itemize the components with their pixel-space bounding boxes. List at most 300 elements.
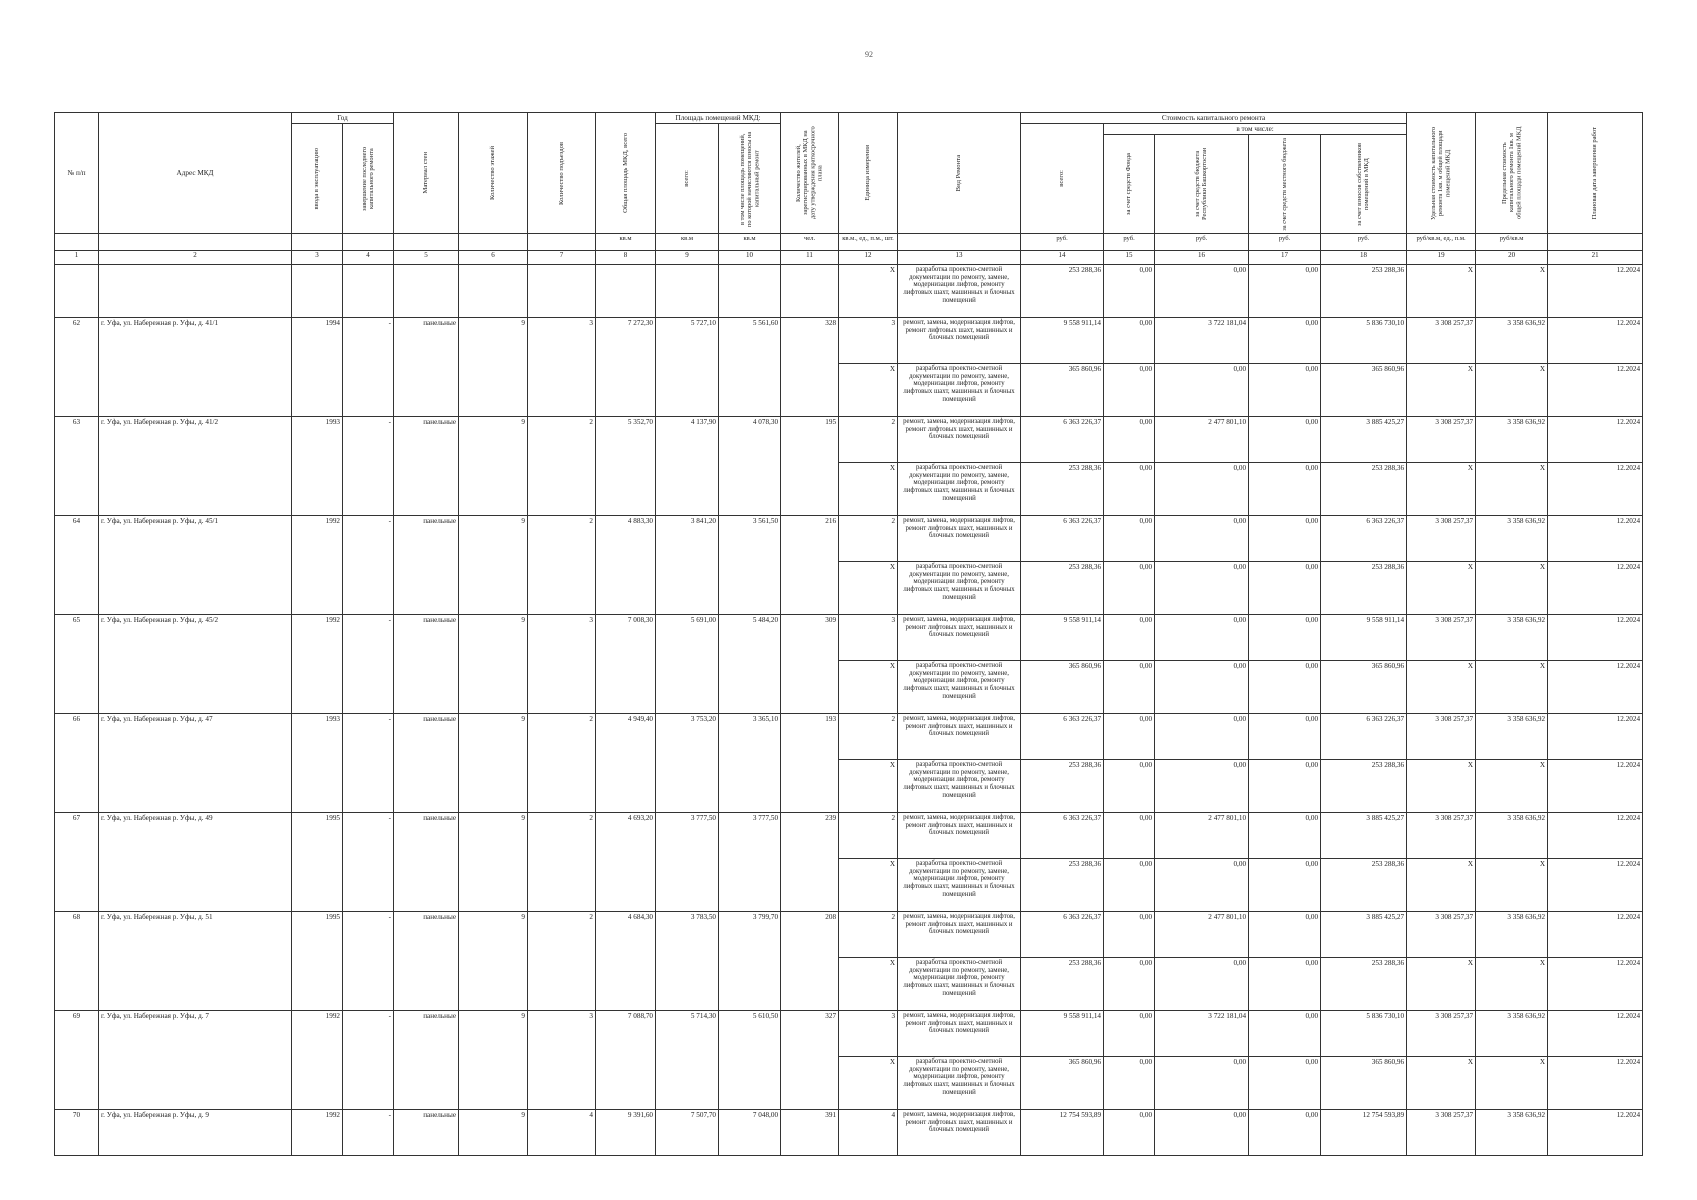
cost-republic: 3 722 181,04 (1155, 1011, 1249, 1057)
unit-value: X (839, 1057, 898, 1110)
entrances: 3 (528, 1011, 596, 1110)
floors: 9 (459, 318, 528, 417)
cost-fund: 0,00 (1104, 958, 1155, 1011)
repair-kind: ремонт, замена, модернизация лифтов, ремонт лифтовых шахт, машинных и блочных помещений (898, 318, 1021, 364)
cost-total: 253 288,36 (1021, 562, 1104, 615)
cost-owners: 3 885 425,27 (1321, 417, 1407, 463)
residents: 391 (781, 1110, 839, 1156)
plan-date: 12.2024 (1548, 714, 1643, 760)
entrances: 2 (528, 813, 596, 912)
cost-owners: 3 885 425,27 (1321, 912, 1407, 958)
column-number: 20 (1476, 251, 1548, 265)
unit-cell: руб. (1321, 234, 1407, 251)
repair-kind: разработка проектно-сметной документации по ремонту, замене, модернизации лифтов, ремонту лифтовых шахт, машинных и блочных помещений (898, 1057, 1021, 1110)
header-year-group: Год (292, 113, 394, 124)
entrances: 3 (528, 318, 596, 417)
cost-total: 6 363 226,37 (1021, 516, 1104, 562)
wall-material: панельные (394, 318, 459, 417)
cost-owners: 253 288,36 (1321, 760, 1407, 813)
cost-owners: 6 363 226,37 (1321, 714, 1407, 760)
max-cost: 3 358 636,92 (1476, 912, 1548, 958)
plan-date: 12.2024 (1548, 661, 1643, 714)
column-number: 1 (55, 251, 99, 265)
unit-cost: 3 308 257,37 (1407, 912, 1476, 958)
table-row (55, 912, 1643, 958)
header-total-area: Общая площадь МКД, всего (596, 113, 656, 234)
cost-republic: 0,00 (1155, 516, 1249, 562)
floors: 9 (459, 516, 528, 615)
unit-cell: руб. (1104, 234, 1155, 251)
column-number: 10 (719, 251, 781, 265)
year-commission: 1994 (292, 318, 343, 417)
unit-value: 4 (839, 1110, 898, 1156)
wall-material: панельные (394, 714, 459, 813)
header-year-last-repair: завершение последнего капитального ремонта (343, 124, 394, 234)
residents: 195 (781, 417, 839, 516)
plan-date: 12.2024 (1548, 364, 1643, 417)
year-last-repair: - (343, 1110, 394, 1156)
year-commission: 1992 (292, 1110, 343, 1156)
unit-cost: 3 308 257,37 (1407, 516, 1476, 562)
cost-fund: 0,00 (1104, 615, 1155, 661)
cost-republic: 0,00 (1155, 661, 1249, 714)
header-incl: в том числе: (1104, 124, 1407, 135)
cost-fund: 0,00 (1104, 1057, 1155, 1110)
column-number: 13 (898, 251, 1021, 265)
cost-local: 0,00 (1249, 417, 1321, 463)
plan-date: 12.2024 (1548, 1011, 1643, 1057)
cost-fund: 0,00 (1104, 714, 1155, 760)
building-address: г. Уфа, ул. Набережная р. Уфы, д. 47 (99, 714, 292, 813)
unit-value: X (839, 760, 898, 813)
repair-kind: ремонт, замена, модернизация лифтов, ремонт лифтовых шахт, машинных и блочных помещений (898, 1110, 1021, 1156)
wall-material: панельные (394, 813, 459, 912)
year-last-repair: - (343, 318, 394, 417)
cost-local: 0,00 (1249, 265, 1321, 318)
cost-local: 0,00 (1249, 516, 1321, 562)
premises-owned: 3 799,70 (719, 912, 781, 1011)
cost-fund: 0,00 (1104, 318, 1155, 364)
unit-cost: 3 308 257,37 (1407, 813, 1476, 859)
building-address: г. Уфа, ул. Набережная р. Уфы, д. 51 (99, 912, 292, 1011)
year-commission: 1992 (292, 516, 343, 615)
cost-owners: 12 754 593,89 (1321, 1110, 1407, 1156)
header-cost-total: всего: (1021, 124, 1104, 234)
building-num: 65 (55, 615, 99, 714)
unit-cost: X (1407, 661, 1476, 714)
cost-total: 253 288,36 (1021, 859, 1104, 912)
max-cost: X (1476, 661, 1548, 714)
repair-kind: ремонт, замена, модернизация лифтов, ремонт лифтовых шахт, машинных и блочных помещений (898, 516, 1021, 562)
table-row (55, 318, 1643, 364)
total-area: 9 391,60 (596, 1110, 656, 1156)
cost-republic: 0,00 (1155, 364, 1249, 417)
premises-total: 3 777,50 (656, 813, 719, 912)
max-cost: 3 358 636,92 (1476, 417, 1548, 463)
repair-kind: разработка проектно-сметной документации по ремонту, замене, модернизации лифтов, ремонту лифтовых шахт, машинных и блочных помещений (898, 562, 1021, 615)
cost-total: 9 558 911,14 (1021, 1011, 1104, 1057)
unit-cost: X (1407, 463, 1476, 516)
cost-owners: 9 558 911,14 (1321, 615, 1407, 661)
max-cost: 3 358 636,92 (1476, 813, 1548, 859)
entrances: 2 (528, 912, 596, 1011)
cost-republic: 0,00 (1155, 463, 1249, 516)
unit-cell: кв.м (719, 234, 781, 251)
max-cost: 3 358 636,92 (1476, 516, 1548, 562)
table-row (55, 1011, 1643, 1057)
total-area: 4 684,30 (596, 912, 656, 1011)
column-number: 15 (1104, 251, 1155, 265)
cost-fund: 0,00 (1104, 661, 1155, 714)
premises-owned: 3 777,50 (719, 813, 781, 912)
unit-cell: руб. (1021, 234, 1104, 251)
cost-fund: 0,00 (1104, 859, 1155, 912)
plan-date: 12.2024 (1548, 813, 1643, 859)
unit-cost: X (1407, 364, 1476, 417)
premises-owned: 5 484,20 (719, 615, 781, 714)
cost-fund: 0,00 (1104, 463, 1155, 516)
max-cost: 3 358 636,92 (1476, 1110, 1548, 1156)
repair-kind: ремонт, замена, модернизация лифтов, ремонт лифтовых шахт, машинных и блочных помещений (898, 615, 1021, 661)
cost-total: 6 363 226,37 (1021, 714, 1104, 760)
total-area: 4 693,20 (596, 813, 656, 912)
cost-republic: 0,00 (1155, 714, 1249, 760)
unit-value: 3 (839, 615, 898, 661)
plan-date: 12.2024 (1548, 463, 1643, 516)
column-number: 19 (1407, 251, 1476, 265)
floors: 9 (459, 1110, 528, 1156)
cost-republic: 2 477 801,10 (1155, 912, 1249, 958)
cost-local: 0,00 (1249, 859, 1321, 912)
repair-plan-table (54, 112, 1643, 1156)
plan-date: 12.2024 (1548, 562, 1643, 615)
plan-date: 12.2024 (1548, 859, 1643, 912)
wall-material: панельные (394, 417, 459, 516)
wall-material: панельные (394, 912, 459, 1011)
column-number: 12 (839, 251, 898, 265)
premises-owned: 3 365,10 (719, 714, 781, 813)
cost-local: 0,00 (1249, 562, 1321, 615)
unit-cost: 3 308 257,37 (1407, 1110, 1476, 1156)
total-area: 4 883,30 (596, 516, 656, 615)
cost-fund: 0,00 (1104, 364, 1155, 417)
header-plan-date: Плановая дата завершения работ (1548, 113, 1643, 234)
header-num: № п/п (55, 113, 99, 234)
entrances: 2 (528, 417, 596, 516)
year-commission: 1995 (292, 813, 343, 912)
floors: 9 (459, 912, 528, 1011)
max-cost: X (1476, 859, 1548, 912)
cost-owners: 5 836 730,10 (1321, 318, 1407, 364)
header-repair-kind: Вид Ремонта (898, 113, 1021, 234)
header-floors: Количество этажей (459, 113, 528, 234)
building-address: г. Уфа, ул. Набережная р. Уфы, д. 9 (99, 1110, 292, 1156)
unit-cost: X (1407, 265, 1476, 318)
cost-local: 0,00 (1249, 463, 1321, 516)
table-row (55, 615, 1643, 661)
year-last-repair: - (343, 813, 394, 912)
max-cost: 3 358 636,92 (1476, 318, 1548, 364)
building-address: г. Уфа, ул. Набережная р. Уфы, д. 7 (99, 1011, 292, 1110)
table-row (55, 265, 1643, 318)
header-premises-total: всего: (656, 124, 719, 234)
cost-owners: 365 860,96 (1321, 661, 1407, 714)
header-premises-owned: в том числе площадь помещений, по которой начисляются взносы на капитальный ремонт (719, 124, 781, 234)
header-premises-group: Площадь помещений МКД: (656, 113, 781, 124)
header-cost-fund: за счет средств Фонда (1104, 135, 1155, 234)
cost-local: 0,00 (1249, 1110, 1321, 1156)
year-commission: 1992 (292, 615, 343, 714)
unit-cost: 3 308 257,37 (1407, 615, 1476, 661)
plan-date: 12.2024 (1548, 1110, 1643, 1156)
plan-date: 12.2024 (1548, 912, 1643, 958)
cost-republic: 0,00 (1155, 562, 1249, 615)
residents: 309 (781, 615, 839, 714)
unit-value: X (839, 859, 898, 912)
building-num: 70 (55, 1110, 99, 1156)
unit-cost: X (1407, 562, 1476, 615)
cost-total: 6 363 226,37 (1021, 912, 1104, 958)
header-cost-group: Стоимость капитального ремонта (1021, 113, 1407, 124)
floors: 9 (459, 615, 528, 714)
repair-kind: ремонт, замена, модернизация лифтов, ремонт лифтовых шахт, машинных и блочных помещений (898, 912, 1021, 958)
max-cost: X (1476, 760, 1548, 813)
unit-cell: руб/кв.м, ед., п.м. (1407, 234, 1476, 251)
cost-republic: 2 477 801,10 (1155, 813, 1249, 859)
repair-kind: разработка проектно-сметной документации по ремонту, замене, модернизации лифтов, ремонту лифтовых шахт, машинных и блочных помещений (898, 958, 1021, 1011)
building-address: г. Уфа, ул. Набережная р. Уфы, д. 41/1 (99, 318, 292, 417)
plan-date: 12.2024 (1548, 516, 1643, 562)
unit-cell: кв.м (656, 234, 719, 251)
unit-value: X (839, 463, 898, 516)
cost-local: 0,00 (1249, 615, 1321, 661)
year-last-repair: - (343, 516, 394, 615)
plan-date: 12.2024 (1548, 417, 1643, 463)
column-number: 21 (1548, 251, 1643, 265)
column-number: 16 (1155, 251, 1249, 265)
header-entrances: Количество подъездов (528, 113, 596, 234)
cost-total: 6 363 226,37 (1021, 417, 1104, 463)
table-row (55, 813, 1643, 859)
cost-owners: 253 288,36 (1321, 463, 1407, 516)
unit-value: 2 (839, 912, 898, 958)
max-cost: 3 358 636,92 (1476, 714, 1548, 760)
plan-date: 12.2024 (1548, 958, 1643, 1011)
column-number: 5 (394, 251, 459, 265)
total-area: 5 352,70 (596, 417, 656, 516)
entrances: 2 (528, 714, 596, 813)
premises-total: 5 727,10 (656, 318, 719, 417)
max-cost: X (1476, 1057, 1548, 1110)
premises-owned: 7 048,00 (719, 1110, 781, 1156)
wall-material: панельные (394, 516, 459, 615)
column-numbers-row (55, 251, 1643, 265)
cost-republic: 0,00 (1155, 958, 1249, 1011)
cost-local: 0,00 (1249, 1011, 1321, 1057)
floors: 9 (459, 1011, 528, 1110)
cost-local: 0,00 (1249, 1057, 1321, 1110)
premises-total: 3 753,20 (656, 714, 719, 813)
plan-date: 12.2024 (1548, 1057, 1643, 1110)
cost-local: 0,00 (1249, 958, 1321, 1011)
entrances: 4 (528, 1110, 596, 1156)
building-num: 63 (55, 417, 99, 516)
repair-kind: разработка проектно-сметной документации по ремонту, замене, модернизации лифтов, ремонту лифтовых шахт, машинных и блочных помещений (898, 760, 1021, 813)
cost-fund: 0,00 (1104, 760, 1155, 813)
header-address: Адрес МКД (99, 113, 292, 234)
header-unit-cost: Удельная стоимость капитального ремонта 1кв. м общей площади помещений МКД (1407, 113, 1476, 234)
max-cost: 3 358 636,92 (1476, 1011, 1548, 1057)
residents: 208 (781, 912, 839, 1011)
header-cost-republic: за счет средств бюджета Республики Башкортостан (1155, 135, 1249, 234)
header-cost-owners: за счет взносов собственников помещений в МКД (1321, 135, 1407, 234)
header-cost-local: за счет средств местного бюджета (1249, 135, 1321, 234)
cost-owners: 6 363 226,37 (1321, 516, 1407, 562)
floors: 9 (459, 417, 528, 516)
cost-fund: 0,00 (1104, 516, 1155, 562)
table-row (55, 714, 1643, 760)
column-number: 3 (292, 251, 343, 265)
building-num: 64 (55, 516, 99, 615)
cost-republic: 3 722 181,04 (1155, 318, 1249, 364)
premises-owned: 5 610,50 (719, 1011, 781, 1110)
plan-date: 12.2024 (1548, 615, 1643, 661)
cost-republic: 0,00 (1155, 1057, 1249, 1110)
unit-value: X (839, 958, 898, 1011)
header-max-cost: Предельная стоимость капитального ремонта 1кв. м общей площади помещений МКД (1476, 113, 1548, 234)
column-number: 14 (1021, 251, 1104, 265)
cost-owners: 365 860,96 (1321, 1057, 1407, 1110)
cost-total: 365 860,96 (1021, 364, 1104, 417)
cost-local: 0,00 (1249, 813, 1321, 859)
repair-kind: разработка проектно-сметной документации по ремонту, замене, модернизации лифтов, ремонту лифтовых шахт, машинных и блочных помещений (898, 364, 1021, 417)
plan-date: 12.2024 (1548, 265, 1643, 318)
unit-value: 2 (839, 417, 898, 463)
building-address: г. Уфа, ул. Набережная р. Уфы, д. 41/2 (99, 417, 292, 516)
cost-owners: 253 288,36 (1321, 562, 1407, 615)
year-last-repair: - (343, 714, 394, 813)
cost-local: 0,00 (1249, 912, 1321, 958)
building-address: г. Уфа, ул. Набережная р. Уфы, д. 45/2 (99, 615, 292, 714)
repair-kind: ремонт, замена, модернизация лифтов, ремонт лифтовых шахт, машинных и блочных помещений (898, 417, 1021, 463)
max-cost: X (1476, 463, 1548, 516)
floors: 9 (459, 714, 528, 813)
total-area: 7 088,70 (596, 1011, 656, 1110)
building-address: г. Уфа, ул. Набережная р. Уфы, д. 49 (99, 813, 292, 912)
year-commission: 1993 (292, 714, 343, 813)
unit-value: 2 (839, 516, 898, 562)
unit-cell: руб. (1155, 234, 1249, 251)
entrances: 3 (528, 615, 596, 714)
unit-value: X (839, 364, 898, 417)
repair-kind: ремонт, замена, модернизация лифтов, ремонт лифтовых шахт, машинных и блочных помещений (898, 1011, 1021, 1057)
cost-total: 253 288,36 (1021, 463, 1104, 516)
column-number: 7 (528, 251, 596, 265)
repair-kind: разработка проектно-сметной документации по ремонту, замене, модернизации лифтов, ремонту лифтовых шахт, машинных и блочных помещений (898, 661, 1021, 714)
cost-total: 253 288,36 (1021, 958, 1104, 1011)
cost-total: 9 558 911,14 (1021, 615, 1104, 661)
column-number: 4 (343, 251, 394, 265)
total-area: 7 272,30 (596, 318, 656, 417)
unit-value: X (839, 562, 898, 615)
unit-cell: чел. (781, 234, 839, 251)
unit-value: X (839, 661, 898, 714)
building-num: 66 (55, 714, 99, 813)
cost-republic: 0,00 (1155, 615, 1249, 661)
unit-cost: 3 308 257,37 (1407, 714, 1476, 760)
year-commission: 1993 (292, 417, 343, 516)
cost-total: 253 288,36 (1021, 265, 1104, 318)
repair-kind: разработка проектно-сметной документации по ремонту, замене, модернизации лифтов, ремонту лифтовых шахт, машинных и блочных помещений (898, 265, 1021, 318)
cost-republic: 0,00 (1155, 1110, 1249, 1156)
residents: 328 (781, 318, 839, 417)
total-area: 4 949,40 (596, 714, 656, 813)
column-number: 17 (1249, 251, 1321, 265)
premises-total: 3 783,50 (656, 912, 719, 1011)
table-row (55, 417, 1643, 463)
building-num: 62 (55, 318, 99, 417)
repair-kind: ремонт, замена, модернизация лифтов, ремонт лифтовых шахт, машинных и блочных помещений (898, 714, 1021, 760)
cost-fund: 0,00 (1104, 1011, 1155, 1057)
cost-total: 12 754 593,89 (1021, 1110, 1104, 1156)
residents: 327 (781, 1011, 839, 1110)
max-cost: 3 358 636,92 (1476, 615, 1548, 661)
premises-total: 5 714,30 (656, 1011, 719, 1110)
year-last-repair: - (343, 615, 394, 714)
cost-total: 253 288,36 (1021, 760, 1104, 813)
page-number: 92 (865, 50, 873, 59)
unit-value: 2 (839, 714, 898, 760)
premises-owned: 3 561,50 (719, 516, 781, 615)
premises-owned: 4 078,30 (719, 417, 781, 516)
premises-total: 7 507,70 (656, 1110, 719, 1156)
column-number: 8 (596, 251, 656, 265)
repair-kind: ремонт, замена, модернизация лифтов, ремонт лифтовых шахт, машинных и блочных помещений (898, 813, 1021, 859)
cost-local: 0,00 (1249, 760, 1321, 813)
cost-fund: 0,00 (1104, 1110, 1155, 1156)
cost-owners: 253 288,36 (1321, 958, 1407, 1011)
cost-total: 365 860,96 (1021, 661, 1104, 714)
cost-fund: 0,00 (1104, 265, 1155, 318)
year-commission: 1995 (292, 912, 343, 1011)
unit-value: 3 (839, 1011, 898, 1057)
column-number: 2 (99, 251, 292, 265)
building-num: 68 (55, 912, 99, 1011)
premises-owned: 5 561,60 (719, 318, 781, 417)
unit-cost: X (1407, 760, 1476, 813)
max-cost: X (1476, 265, 1548, 318)
cost-owners: 365 860,96 (1321, 364, 1407, 417)
plan-date: 12.2024 (1548, 318, 1643, 364)
cost-owners: 253 288,36 (1321, 859, 1407, 912)
unit-cost: X (1407, 958, 1476, 1011)
year-last-repair: - (343, 417, 394, 516)
cost-total: 365 860,96 (1021, 1057, 1104, 1110)
repair-kind: разработка проектно-сметной документации по ремонту, замене, модернизации лифтов, ремонту лифтовых шахт, машинных и блочных помещений (898, 463, 1021, 516)
column-number: 11 (781, 251, 839, 265)
cost-owners: 5 836 730,10 (1321, 1011, 1407, 1057)
unit-cell: руб/кв.м (1476, 234, 1548, 251)
unit-value: X (839, 265, 898, 318)
unit-cell: кв.м (596, 234, 656, 251)
max-cost: X (1476, 364, 1548, 417)
cost-total: 6 363 226,37 (1021, 813, 1104, 859)
unit-cost: 3 308 257,37 (1407, 1011, 1476, 1057)
wall-material: панельные (394, 615, 459, 714)
premises-total: 5 691,00 (656, 615, 719, 714)
year-commission: 1992 (292, 1011, 343, 1110)
unit-cell: кв.м., ед., п.м., шт. (839, 234, 898, 251)
